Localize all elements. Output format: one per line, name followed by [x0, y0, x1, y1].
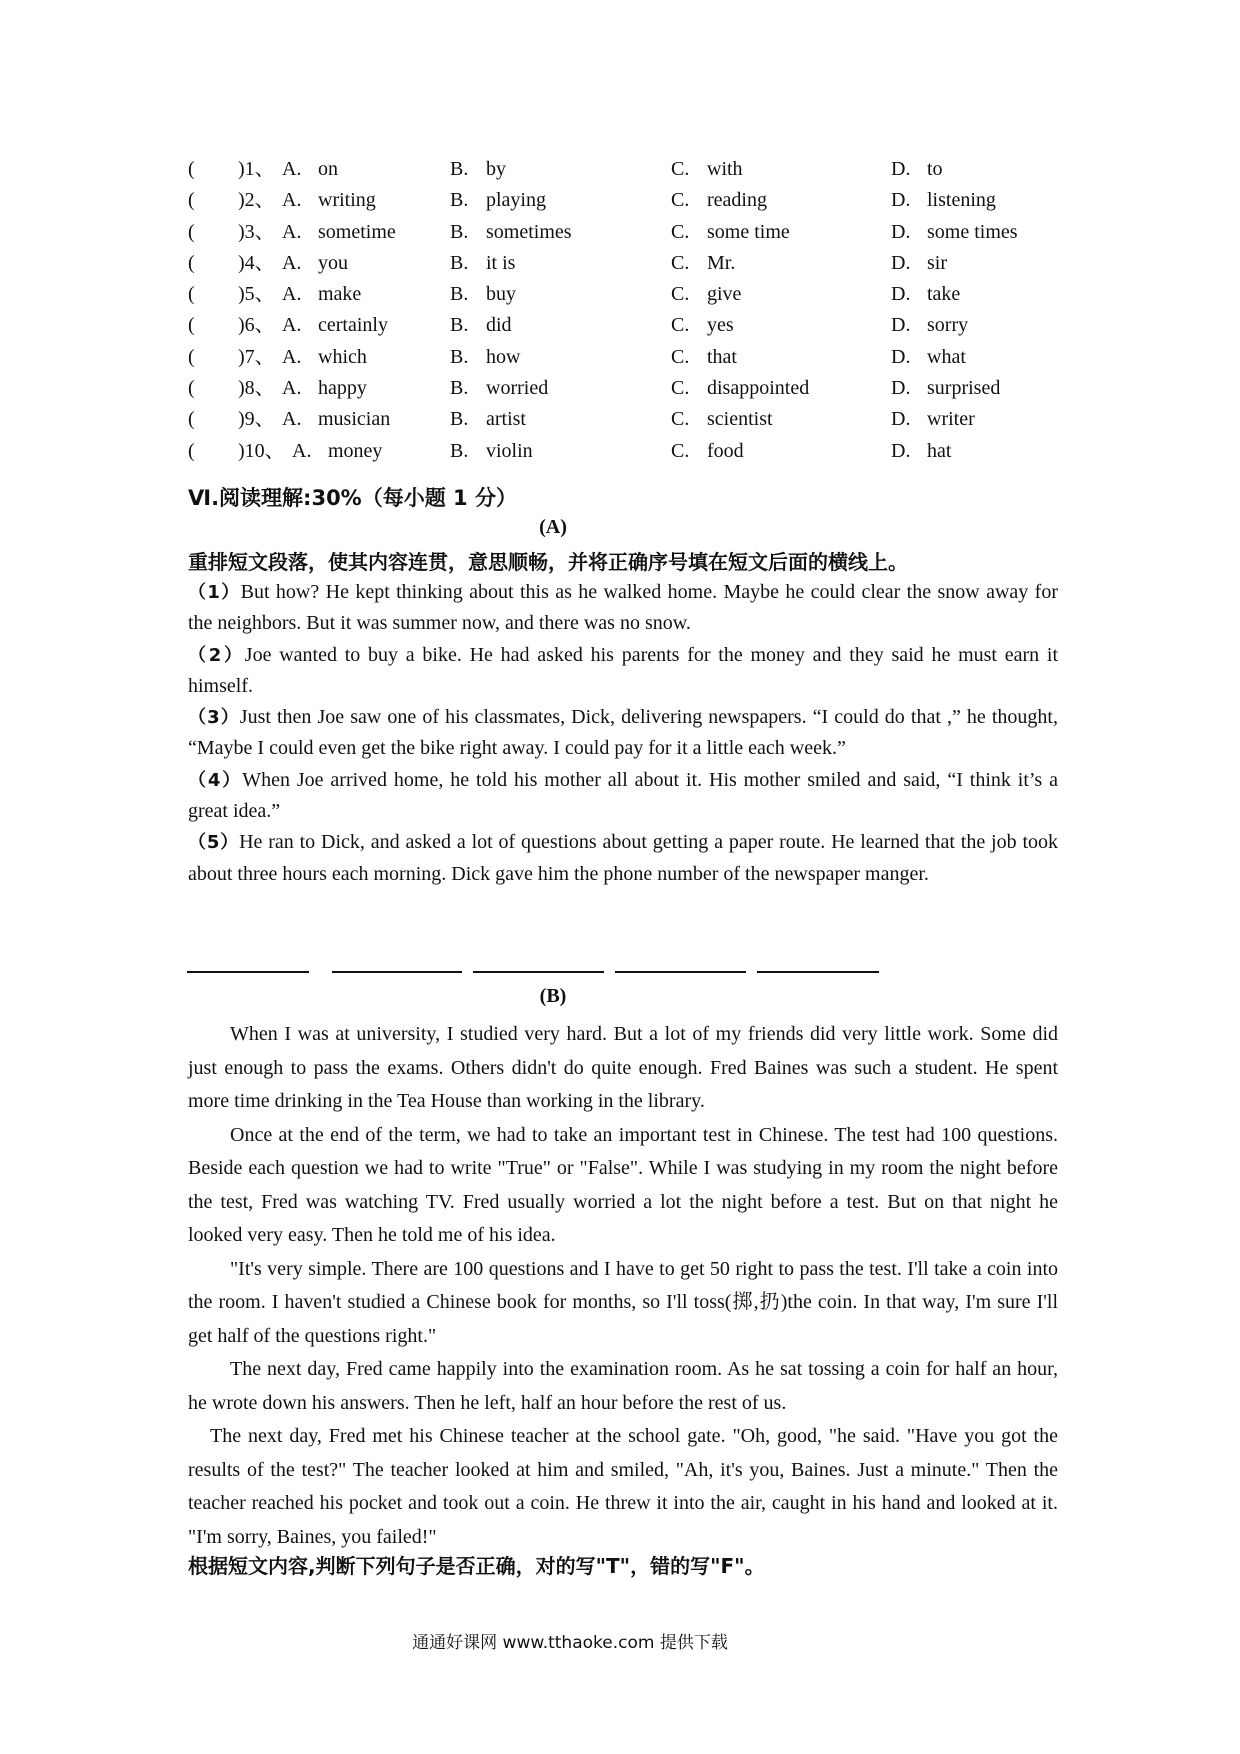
question-number: )6、	[238, 314, 275, 337]
answer-paren: (	[188, 408, 195, 431]
option-b: B. did	[450, 314, 512, 337]
question-number: )5、	[238, 283, 275, 306]
part-a-label: (A)	[539, 516, 567, 538]
answer-paren: (	[188, 345, 195, 368]
choice-row	[186, 404, 1066, 435]
paragraph-number: （3）	[188, 707, 240, 729]
answer-blank[interactable]	[757, 971, 879, 973]
option-d: D. sorry	[891, 314, 969, 337]
option-a: A. happy	[282, 377, 367, 400]
question-number: )9、	[238, 408, 275, 431]
option-a: A. you	[282, 251, 348, 274]
question-number: )2、	[238, 189, 275, 212]
paragraph	[188, 827, 1058, 890]
paragraph	[188, 702, 1058, 765]
option-a: A. certainly	[282, 314, 388, 337]
option-d: D. writer	[891, 408, 975, 431]
footer-source: 通通好课网 www.tthaoke.com 提供下载	[412, 1633, 728, 1653]
question-number: )7、	[238, 345, 275, 368]
answer-paren: (	[188, 283, 195, 306]
part-b-instruction: 根据短文内容,判断下列句子是否正确，对的写"T"，错的写"F"。	[188, 1554, 765, 1578]
option-b: B. how	[450, 345, 521, 368]
option-c: C. disappointed	[671, 377, 810, 400]
choice-row	[186, 436, 1066, 467]
question-number: )8、	[238, 377, 275, 400]
option-d: D. sir	[891, 251, 947, 274]
option-a: A. sometime	[282, 220, 396, 243]
paragraph-text: Just then Joe saw one of his classmates, Dick, delivering newspapers. “I could do that ,” he thought, “Maybe I could even get the bike right away. I could pay for it a little each week.”	[188, 706, 1058, 760]
option-b: B. artist	[450, 408, 526, 431]
passage-a	[188, 577, 1058, 890]
option-c: C. reading	[671, 189, 767, 212]
option-d: D. listening	[891, 189, 996, 212]
choice-row	[186, 342, 1066, 373]
paragraph: The next day, Fred came happily into the examination room. As he sat tossing a coin for half an hour, he wrote down his answers. Then he left, half an hour before the rest of us.	[188, 1358, 1058, 1414]
option-c: C. with	[671, 158, 743, 180]
answer-blanks	[187, 971, 887, 977]
option-b: B. sometimes	[450, 220, 572, 243]
answer-blank[interactable]	[187, 971, 309, 973]
option-a: A. musician	[282, 408, 391, 431]
choice-row	[186, 185, 1066, 216]
option-d: D. some times	[891, 220, 1018, 243]
paragraph: When I was at university, I studied very hard. But a lot of my friends did very little work. Some did just enough to pass the exams. Others didn't do quite enough. Fred Baines was such a student. He spent more time drinking in the Tea House than working in the library.	[188, 1023, 1058, 1112]
paragraph	[188, 577, 1058, 640]
option-c: C. Mr.	[671, 251, 736, 274]
option-d: D. take	[891, 283, 961, 306]
option-d: D. surprised	[891, 377, 1001, 400]
option-a: A. which	[282, 345, 367, 368]
option-b: B. by	[450, 158, 506, 180]
option-a: A. make	[282, 283, 362, 306]
option-b: B. violin	[450, 439, 533, 462]
paragraph-text: When Joe arrived home, he told his mother all about it. His mother smiled and said, “I think it’s a great idea.”	[188, 768, 1058, 823]
choice-row	[186, 373, 1066, 404]
passage-b	[188, 1018, 1058, 1554]
question-number: )1、	[238, 158, 275, 180]
question-number: )4、	[238, 251, 275, 274]
paragraph: "It's very simple. There are 100 questions and I have to get 50 right to pass the test. I'll take a coin into the room. I haven't studied a Chinese book for months, so I'll toss(掷,扔)the coin. In that way, I'm sure I'll get half of the questions right."	[188, 1257, 1058, 1347]
option-c: C. yes	[671, 314, 734, 337]
answer-paren: (	[188, 439, 195, 462]
paragraph	[188, 640, 1058, 703]
choice-row	[186, 310, 1066, 341]
option-b: B. playing	[450, 189, 546, 212]
choice-list	[186, 154, 1066, 467]
question-number: )10、	[238, 439, 285, 462]
part-a-instruction: 重排短文段落，使其内容连贯，意思顺畅，并将正确序号填在短文后面的横线上。	[188, 550, 908, 574]
paragraph-number: （4）	[188, 769, 243, 791]
option-b: B. worried	[450, 377, 549, 400]
answer-blank[interactable]	[615, 971, 746, 973]
option-a: A. on	[282, 158, 338, 180]
option-d: D. to	[891, 158, 943, 180]
option-a: A. money	[292, 439, 383, 462]
answer-paren: (	[188, 220, 195, 243]
answer-paren: (	[188, 314, 195, 337]
paragraph-number: （2）	[188, 644, 245, 666]
answer-blank[interactable]	[332, 971, 462, 973]
paragraph: The next day, Fred met his Chinese teacher at the school gate. "Oh, good, "he said. "Have you got the results of the test?" The teacher looked at him and smiled, "Ah, it's you, Baines. Just a minute." Then the teacher reached his pocket and took out a coin. He threw it into the air, caught in his hand and looked at it. "I'm sorry, Baines, you failed!"	[188, 1425, 1058, 1548]
option-b: B. buy	[450, 283, 516, 306]
answer-blank[interactable]	[473, 971, 604, 973]
option-c: C. some time	[671, 220, 790, 243]
option-c: C. food	[671, 439, 744, 462]
choice-row	[186, 248, 1066, 279]
paragraph	[188, 765, 1058, 828]
answer-paren: (	[188, 158, 195, 180]
choice-row	[186, 279, 1066, 310]
option-a: A. writing	[282, 189, 376, 212]
answer-paren: (	[188, 251, 195, 274]
option-c: C. that	[671, 345, 737, 368]
option-c: C. scientist	[671, 408, 773, 431]
option-d: D. hat	[891, 439, 952, 462]
paragraph-text: He ran to Dick, and asked a lot of questions about getting a paper route. He learned that the job took about three hours each morning. Dick gave him the phone number of the newspaper manger.	[188, 831, 1059, 885]
option-d: D. what	[891, 345, 966, 368]
question-number: )3、	[238, 220, 275, 243]
answer-paren: (	[188, 189, 195, 212]
paragraph: Once at the end of the term, we had to take an important test in Chinese. The test had 100 questions. Beside each question we had to write "True" or "False". While I was studying in my room the night before the test, Fred was watching TV. Fred usually worried a lot the night before a test. But on that night he looked very easy. Then he told me of his idea.	[188, 1123, 1058, 1246]
paragraph-number: （5）	[188, 832, 240, 854]
paragraph-text: Joe wanted to buy a bike. He had asked his parents for the money and they said he must earn it himself.	[188, 643, 1059, 697]
answer-paren: (	[188, 377, 195, 400]
choice-row	[186, 154, 1066, 185]
option-c: C. give	[671, 283, 742, 306]
option-b: B. it is	[450, 251, 516, 274]
paragraph-text: But how? He kept thinking about this as he walked home. Maybe he could clear the snow away for the neighbors. But it was summer now, and there was no snow.	[188, 581, 1058, 635]
part-b-label: (B)	[539, 985, 567, 1007]
section-title: Ⅵ.阅读理解:30%（每小题 1 分）	[188, 486, 517, 510]
paragraph-number: （1）	[188, 582, 241, 603]
choice-row	[186, 217, 1066, 248]
